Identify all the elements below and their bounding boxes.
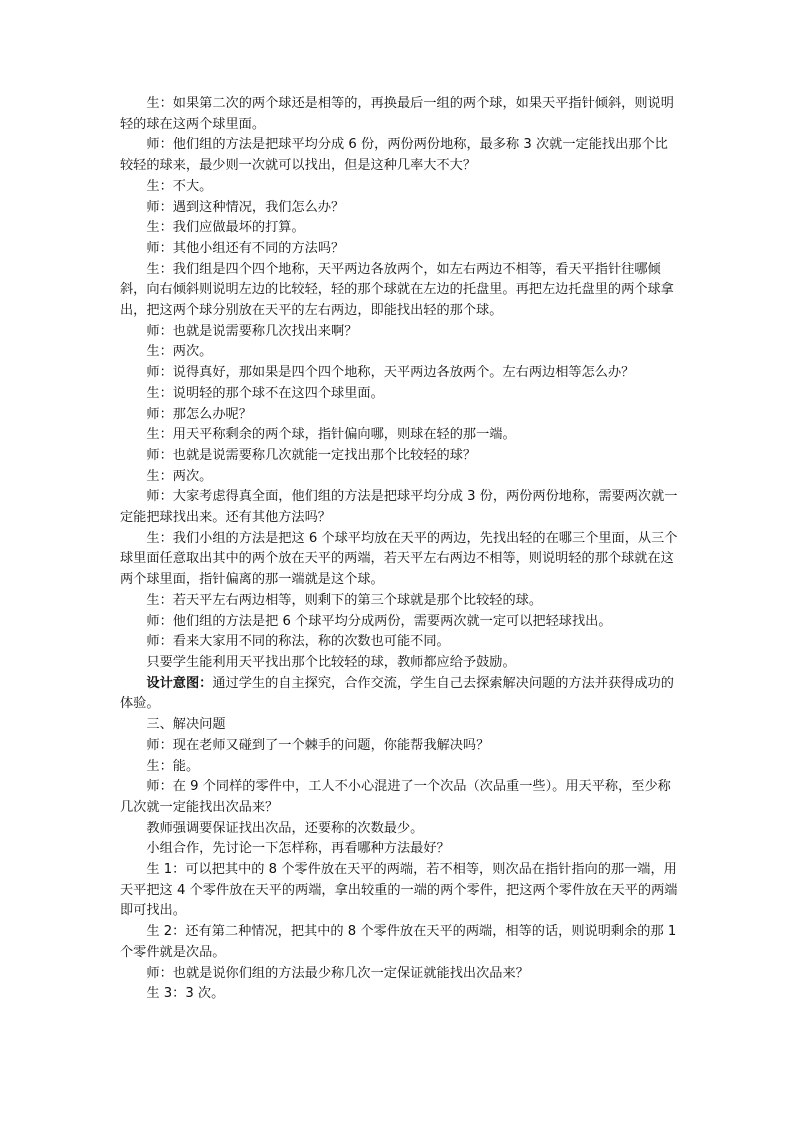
paragraph: 生：说明轻的那个球不在这四个球里面。 bbox=[146, 385, 384, 401]
paragraph: 生：用天平称剩余的两个球，指针偏向哪，则球在轻的那一端。 bbox=[146, 427, 516, 443]
paragraph: 生：我们应做最坏的打算。 bbox=[146, 220, 305, 236]
paragraph: 生：两次。 bbox=[146, 468, 213, 484]
paragraph: 生：不大。 bbox=[146, 178, 213, 194]
paragraph: 生：如果第二次的两个球还是相等的，再换最后一组的两个球，如果天平指针倾斜，则说明轻的球在这两个球里面。 bbox=[120, 96, 674, 132]
paragraph: 师：他们组的方法是把 6 个球平均分成两份，需要两次就一定可以把轻球找出。 bbox=[146, 613, 612, 629]
design-intent-label: 设计意图： bbox=[146, 675, 213, 691]
paragraph: 只要学生能利用天平找出那个比较轻的球，教师都应给予鼓励。 bbox=[146, 654, 516, 670]
paragraph: 生 3：3 次。 bbox=[146, 986, 225, 1002]
lesson-transcript bbox=[120, 94, 681, 1005]
paragraph: 生：我们组是四个四个地称，天平两边各放两个，如左右两边不相等，看天平指针往哪倾斜，向右倾斜则说明左边的比较轻，轻的那个球就在左边的托盘里。再把左边托盘里的两个球拿出，把这两个球分别放在天平的左右两边，即能找出轻的那个球。 bbox=[120, 261, 674, 319]
paragraph: 生 2：还有第二种情况，把其中的 8 个零件放在天平的两端，相等的话，则说明剩余的那 1 个零件就是次品。 bbox=[120, 924, 681, 960]
paragraph: 师：也就是说需要称几次找出来啊？ bbox=[146, 323, 358, 339]
paragraph: 师：那怎么办呢？ bbox=[146, 406, 252, 422]
paragraph: 师：也就是说需要称几次就能一定找出那个比较轻的球？ bbox=[146, 447, 477, 463]
paragraph: 师：也就是说你们组的方法最少称几次一定保证就能找出次品来？ bbox=[146, 965, 529, 981]
design-intent-paragraph bbox=[120, 674, 678, 715]
paragraph: 师：在 9 个同样的零件中，工人不小心混进了一个次品（次品重一些）。用天平称，至少称几次就一定能找出次品来？ bbox=[120, 779, 671, 815]
paragraph: 生：我们小组的方法是把这 6 个球平均放在天平的两边，先找出轻的在哪三个里面，从三个球里面任意取出其中的两个放在天平的两端，若天平左右两边不相等，则说明轻的那个球就在这两个球里面，指针偏离的那一端就是这个球。 bbox=[120, 530, 678, 588]
design-intent-text: 通过学生的自主探究，合作交流，学生自己去探索解决问题的方法并获得成功的体验。 bbox=[120, 675, 674, 712]
paragraph: 师：遇到这种情况，我们怎么办？ bbox=[146, 199, 345, 215]
paragraph: 小组合作，先讨论一下怎样称，再看哪种方法最好？ bbox=[146, 841, 450, 857]
section-heading: 三、解决问题 bbox=[146, 717, 226, 733]
paragraph: 师：其他小组还有不同的方法吗？ bbox=[146, 240, 345, 256]
paragraph: 师：他们组的方法是把球平均分成 6 份，两份两份地称，最多称 3 次就一定能找出那个比较轻的球来，最少则一次就可以找出，但是这种几率大不大？ bbox=[120, 137, 668, 174]
paragraph: 生：若天平左右两边相等，则剩下的第三个球就是那个比较轻的球。 bbox=[146, 592, 543, 608]
paragraph: 师：大家考虑得真全面，他们组的方法是把球平均分成 3 份，两份两份地称，需要两次就一定能把球找出来。还有其他方法吗？ bbox=[120, 489, 678, 526]
paragraph: 师：看来大家用不同的称法，称的次数也可能不同。 bbox=[146, 634, 450, 650]
paragraph: 生：能。 bbox=[146, 758, 200, 774]
paragraph: 师：现在老师又碰到了一个棘手的问题，你能帮我解决吗？ bbox=[146, 737, 490, 753]
paragraph: 生：两次。 bbox=[146, 344, 213, 360]
paragraph: 生 1：可以把其中的 8 个零件放在天平的两端，若不相等，则次品在指针指向的那一端，用天平把这 4 个零件放在天平的两端，拿出较重的一端的两个零件，把这两个零件放在天平的两端即可找出。 bbox=[120, 862, 678, 919]
paragraph: 教师强调要保证找出次品，还要称的次数最少。 bbox=[146, 820, 424, 836]
paragraph: 师：说得真好，那如果是四个四个地称，天平两边各放两个。左右两边相等怎么办？ bbox=[146, 365, 635, 381]
